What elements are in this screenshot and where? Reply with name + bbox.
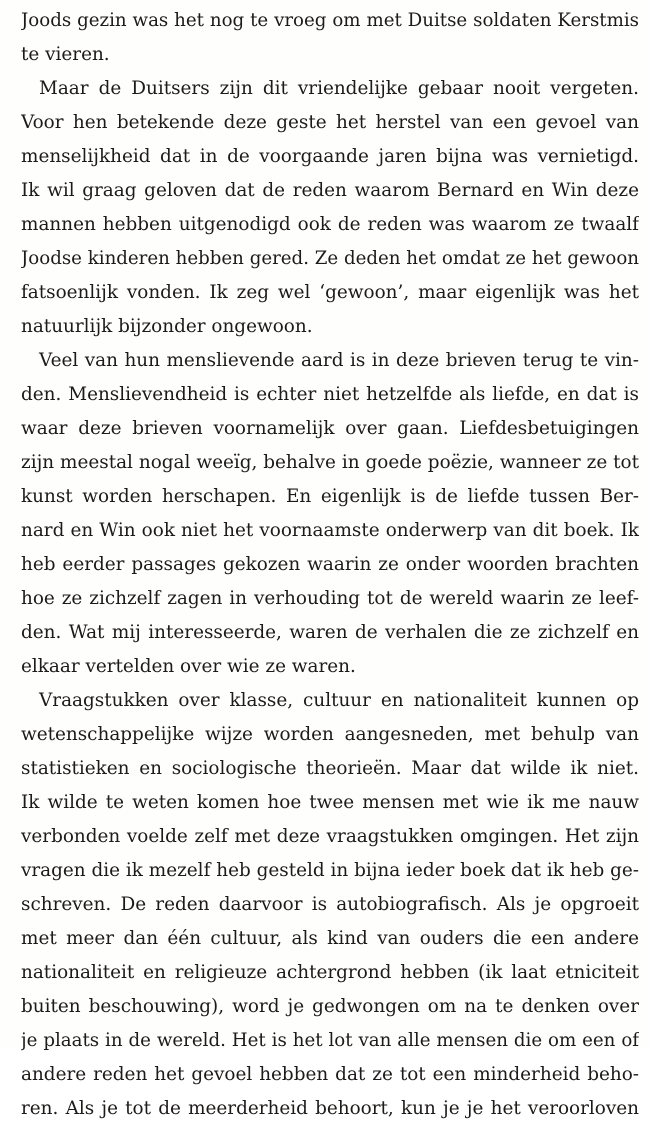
text-line: Veel van hun menslievende aard is in deze brieven terug te vin- xyxy=(39,350,639,371)
text-line: wetenschappelijke wijze worden aangesneden, met behulp van xyxy=(21,724,639,745)
text-line: waar deze brieven voornamelijk over gaan. Liefdesbetuigingen xyxy=(21,418,639,439)
text-line: Ik wilde te weten komen hoe twee mensen met wie ik me nauw xyxy=(21,792,639,813)
text-line: schreven. De reden daarvoor is autobiografisch. Als je opgroeit xyxy=(21,894,639,915)
text-line: je plaats in de wereld. Het is het lot van alle mensen die om een of xyxy=(21,1030,639,1051)
text-line: andere reden het gevoel hebben dat ze tot een minderheid beho- xyxy=(21,1064,639,1085)
text-line: Vraagstukken over klasse, cultuur en nationaliteit kunnen op xyxy=(39,690,639,711)
text-line: den. Wat mij interesseerde, waren de verhalen die ze zichzelf en xyxy=(21,622,639,643)
text-line: hoe ze zichzelf zagen in verhouding tot de wereld waarin ze leef- xyxy=(21,588,639,609)
text-line: kunst worden herschapen. En eigenlijk is de liefde tussen Ber- xyxy=(21,486,639,507)
text-line: vragen die ik mezelf heb gesteld in bijna ieder boek dat ik heb ge- xyxy=(21,860,639,881)
text-line: ren. Als je tot de meerderheid behoort, kun je je het veroorloven xyxy=(21,1098,639,1119)
text-line: Ik wil graag geloven dat de reden waarom Bernard en Win deze xyxy=(21,180,639,201)
text-line: met meer dan één cultuur, als kind van ouders die een andere xyxy=(21,928,639,949)
text-line: zijn meestal nogal weeïg, behalve in goede poëzie, wanneer ze tot xyxy=(21,452,639,473)
text-line: nard en Win ook niet het voornaamste onderwerp van dit boek. Ik xyxy=(21,520,639,541)
text-line: den. Menslievendheid is echter niet hetzelfde als liefde, en dat is xyxy=(21,384,639,405)
text-line: Maar de Duitsers zijn dit vriendelijke gebaar nooit vergeten. xyxy=(39,78,639,99)
text-line: verbonden voelde zelf met deze vraagstukken omgingen. Het zijn xyxy=(21,826,639,847)
text-line: Voor hen betekende deze geste het herstel van een gevoel van xyxy=(21,112,639,133)
text-line: menselijkheid dat in de voorgaande jaren bijna was vernietigd. xyxy=(21,146,639,167)
text-line: mannen hebben uitgenodigd ook de reden was waarom ze twaalf xyxy=(21,214,639,235)
text-line: Joodse kinderen hebben gered. Ze deden het omdat ze het gewoon xyxy=(21,248,639,269)
body-text xyxy=(21,4,639,1126)
text-line: statistieken en sociologische theorieën. Maar dat wilde ik niet. xyxy=(21,758,639,779)
text-line: elkaar vertelden over wie ze waren. xyxy=(21,656,356,677)
text-line: nationaliteit en religieuze achtergrond hebben (ik laat etniciteit xyxy=(21,962,639,983)
text-line: te vieren. xyxy=(21,44,110,65)
text-line: natuurlijk bijzonder ongewoon. xyxy=(21,316,313,337)
text-line: Joods gezin was het nog te vroeg om met Duitse soldaten Kerstmis xyxy=(21,10,639,31)
text-line: fatsoenlijk vonden. Ik zeg wel ‘gewoon’, maar eigenlijk was het xyxy=(21,282,639,303)
text-line: buiten beschouwing), word je gedwongen om na te denken over xyxy=(21,996,639,1017)
text-line: heb eerder passages gekozen waarin ze onder woorden brachten xyxy=(21,554,639,575)
